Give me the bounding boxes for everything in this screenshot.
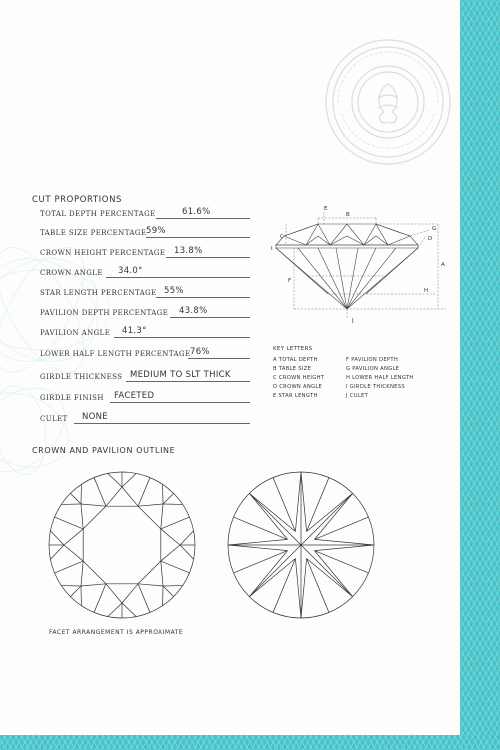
key-letter-d: D CROWN ANGLE xyxy=(273,384,323,390)
row-underline xyxy=(110,402,250,403)
row-value: 34.0° xyxy=(118,266,143,276)
row-label: GIRDLE THICKNESS xyxy=(40,373,123,381)
decorative-border-right xyxy=(460,0,500,750)
key-letter-c: C CROWN HEIGHT xyxy=(273,375,325,381)
cut-proportions-heading: CUT PROPORTIONS xyxy=(32,195,123,205)
row-label: CROWN ANGLE xyxy=(40,269,103,277)
row-value: MEDIUM TO SLT THICK xyxy=(130,370,231,380)
row-label: PAVILION DEPTH PERCENTAGE xyxy=(40,309,169,317)
diagram-letter-d: D xyxy=(428,236,433,242)
row-label: CROWN HEIGHT PERCENTAGE xyxy=(40,249,166,257)
row-label: STAR LENGTH PERCENTAGE xyxy=(40,289,157,297)
key-letter-j: J CULET xyxy=(346,393,369,399)
row-culet xyxy=(40,411,250,423)
row-value: 59% xyxy=(146,226,166,236)
row-label: LOWER HALF LENGTH PERCENTAGE xyxy=(40,350,191,358)
diagram-letter-f: F xyxy=(288,278,292,284)
row-total-depth xyxy=(40,206,250,218)
row-underline xyxy=(166,257,250,258)
key-letter-i: I GIRDLE THICKNESS xyxy=(346,384,405,390)
row-underline xyxy=(74,423,250,424)
row-value: NONE xyxy=(82,412,108,422)
row-table-size xyxy=(40,225,250,237)
row-label: TABLE SIZE PERCENTAGE xyxy=(40,229,147,237)
facet-caption: FACET ARRANGEMENT IS APPROXIMATE xyxy=(49,629,184,636)
row-underline xyxy=(170,317,250,318)
row-value: 61.6% xyxy=(182,207,211,217)
diagram-letter-g: G xyxy=(432,226,437,232)
diagram-letter-b: B xyxy=(346,212,350,218)
row-underline xyxy=(156,218,250,219)
key-letter-b: B TABLE SIZE xyxy=(273,366,312,372)
row-value: 43.8% xyxy=(179,306,208,316)
row-value: 76% xyxy=(190,347,210,357)
outline-heading: CROWN AND PAVILION OUTLINE xyxy=(32,446,176,455)
row-underline xyxy=(106,277,250,278)
key-letter-f: F PAVILION DEPTH xyxy=(346,357,399,363)
row-label: CULET xyxy=(40,415,68,423)
row-star-length xyxy=(40,285,250,297)
row-label: PAVILION ANGLE xyxy=(40,329,111,337)
key-letter-e: E STAR LENGTH xyxy=(273,393,318,399)
row-underline xyxy=(114,337,250,338)
row-underline xyxy=(156,297,250,298)
row-girdle-finish xyxy=(40,390,250,402)
diamond-profile-diagram xyxy=(268,206,450,324)
row-underline xyxy=(126,381,250,382)
diagram-letter-h: H xyxy=(424,288,429,294)
pavilion-view-diagram xyxy=(225,469,377,621)
row-value: 41.3° xyxy=(122,326,147,336)
row-underline xyxy=(146,237,250,238)
row-crown-height xyxy=(40,245,250,257)
diagram-letter-a: A xyxy=(441,262,445,268)
row-value: 55% xyxy=(164,286,184,296)
crown-view-diagram xyxy=(46,469,198,621)
row-label: TOTAL DEPTH PERCENTAGE xyxy=(40,210,156,218)
embossed-seal-icon xyxy=(318,32,458,172)
key-letter-h: H LOWER HALF LENGTH xyxy=(346,375,414,381)
key-letters-heading: KEY LETTERS xyxy=(273,346,313,352)
diagram-letter-j: J xyxy=(352,318,354,324)
diagram-letter-i: I xyxy=(271,246,273,252)
diagram-letter-e: E xyxy=(324,206,328,212)
row-crown-angle xyxy=(40,265,250,277)
row-pavilion-depth xyxy=(40,305,250,317)
diagram-letter-c: C xyxy=(280,234,284,240)
row-girdle-thickness xyxy=(40,369,250,381)
row-lower-half-length xyxy=(40,346,250,358)
row-label: GIRDLE FINISH xyxy=(40,394,104,402)
row-underline xyxy=(188,358,250,359)
row-value: 13.8% xyxy=(174,246,203,256)
row-pavilion-angle xyxy=(40,325,250,337)
key-letter-a: A TOTAL DEPTH xyxy=(273,357,318,363)
decorative-border-bottom xyxy=(0,735,500,750)
key-letter-g: G PAVILION ANGLE xyxy=(346,366,400,372)
row-value: FACETED xyxy=(114,391,155,401)
